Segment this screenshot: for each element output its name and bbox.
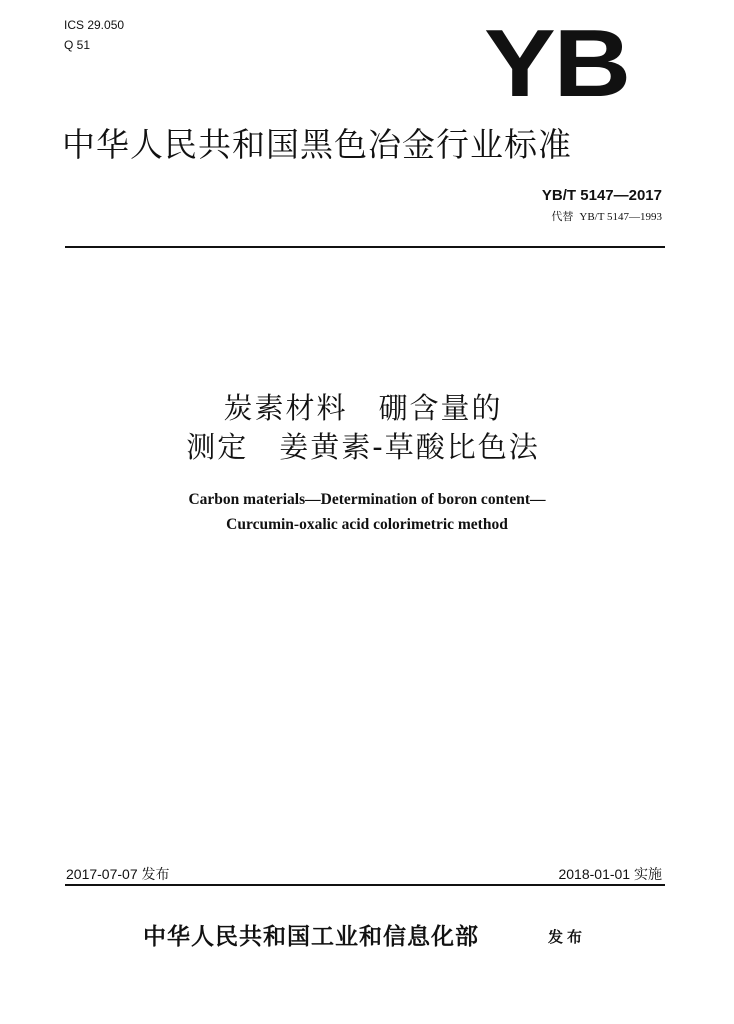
replaces-value: YB/T 5147—1993 xyxy=(579,211,662,223)
ics-code: ICS 29.050 xyxy=(64,18,125,32)
english-title-line-1: Carbon materials—Determination of boron content— xyxy=(188,491,546,508)
replaces-line xyxy=(551,208,662,224)
ccs-code: Q 51 xyxy=(64,38,91,52)
chinese-title-line-1: 炭素材料 硼含量的 xyxy=(223,391,503,425)
implementation-date: 2018-01-01 实施 xyxy=(558,866,662,882)
yb-logo: YB xyxy=(484,10,629,117)
bottom-divider xyxy=(65,884,665,886)
english-title-line-2: Curcumin-oxalic acid colorimetric method xyxy=(226,516,508,533)
standard-category-title: 中华人民共和国黑色冶金行业标准 xyxy=(62,125,572,164)
chinese-title-line-2: 测定 姜黄素-草酸比色法 xyxy=(186,430,540,464)
replaces-label: 代替 xyxy=(551,210,574,223)
publish-label: 发布 xyxy=(548,928,587,946)
standard-number: YB/T 5147—2017 xyxy=(541,187,662,204)
top-divider xyxy=(65,246,665,248)
issuing-authority: 中华人民共和国工业和信息化部 xyxy=(143,923,479,950)
issue-date: 2017-07-07 发布 xyxy=(66,866,170,882)
